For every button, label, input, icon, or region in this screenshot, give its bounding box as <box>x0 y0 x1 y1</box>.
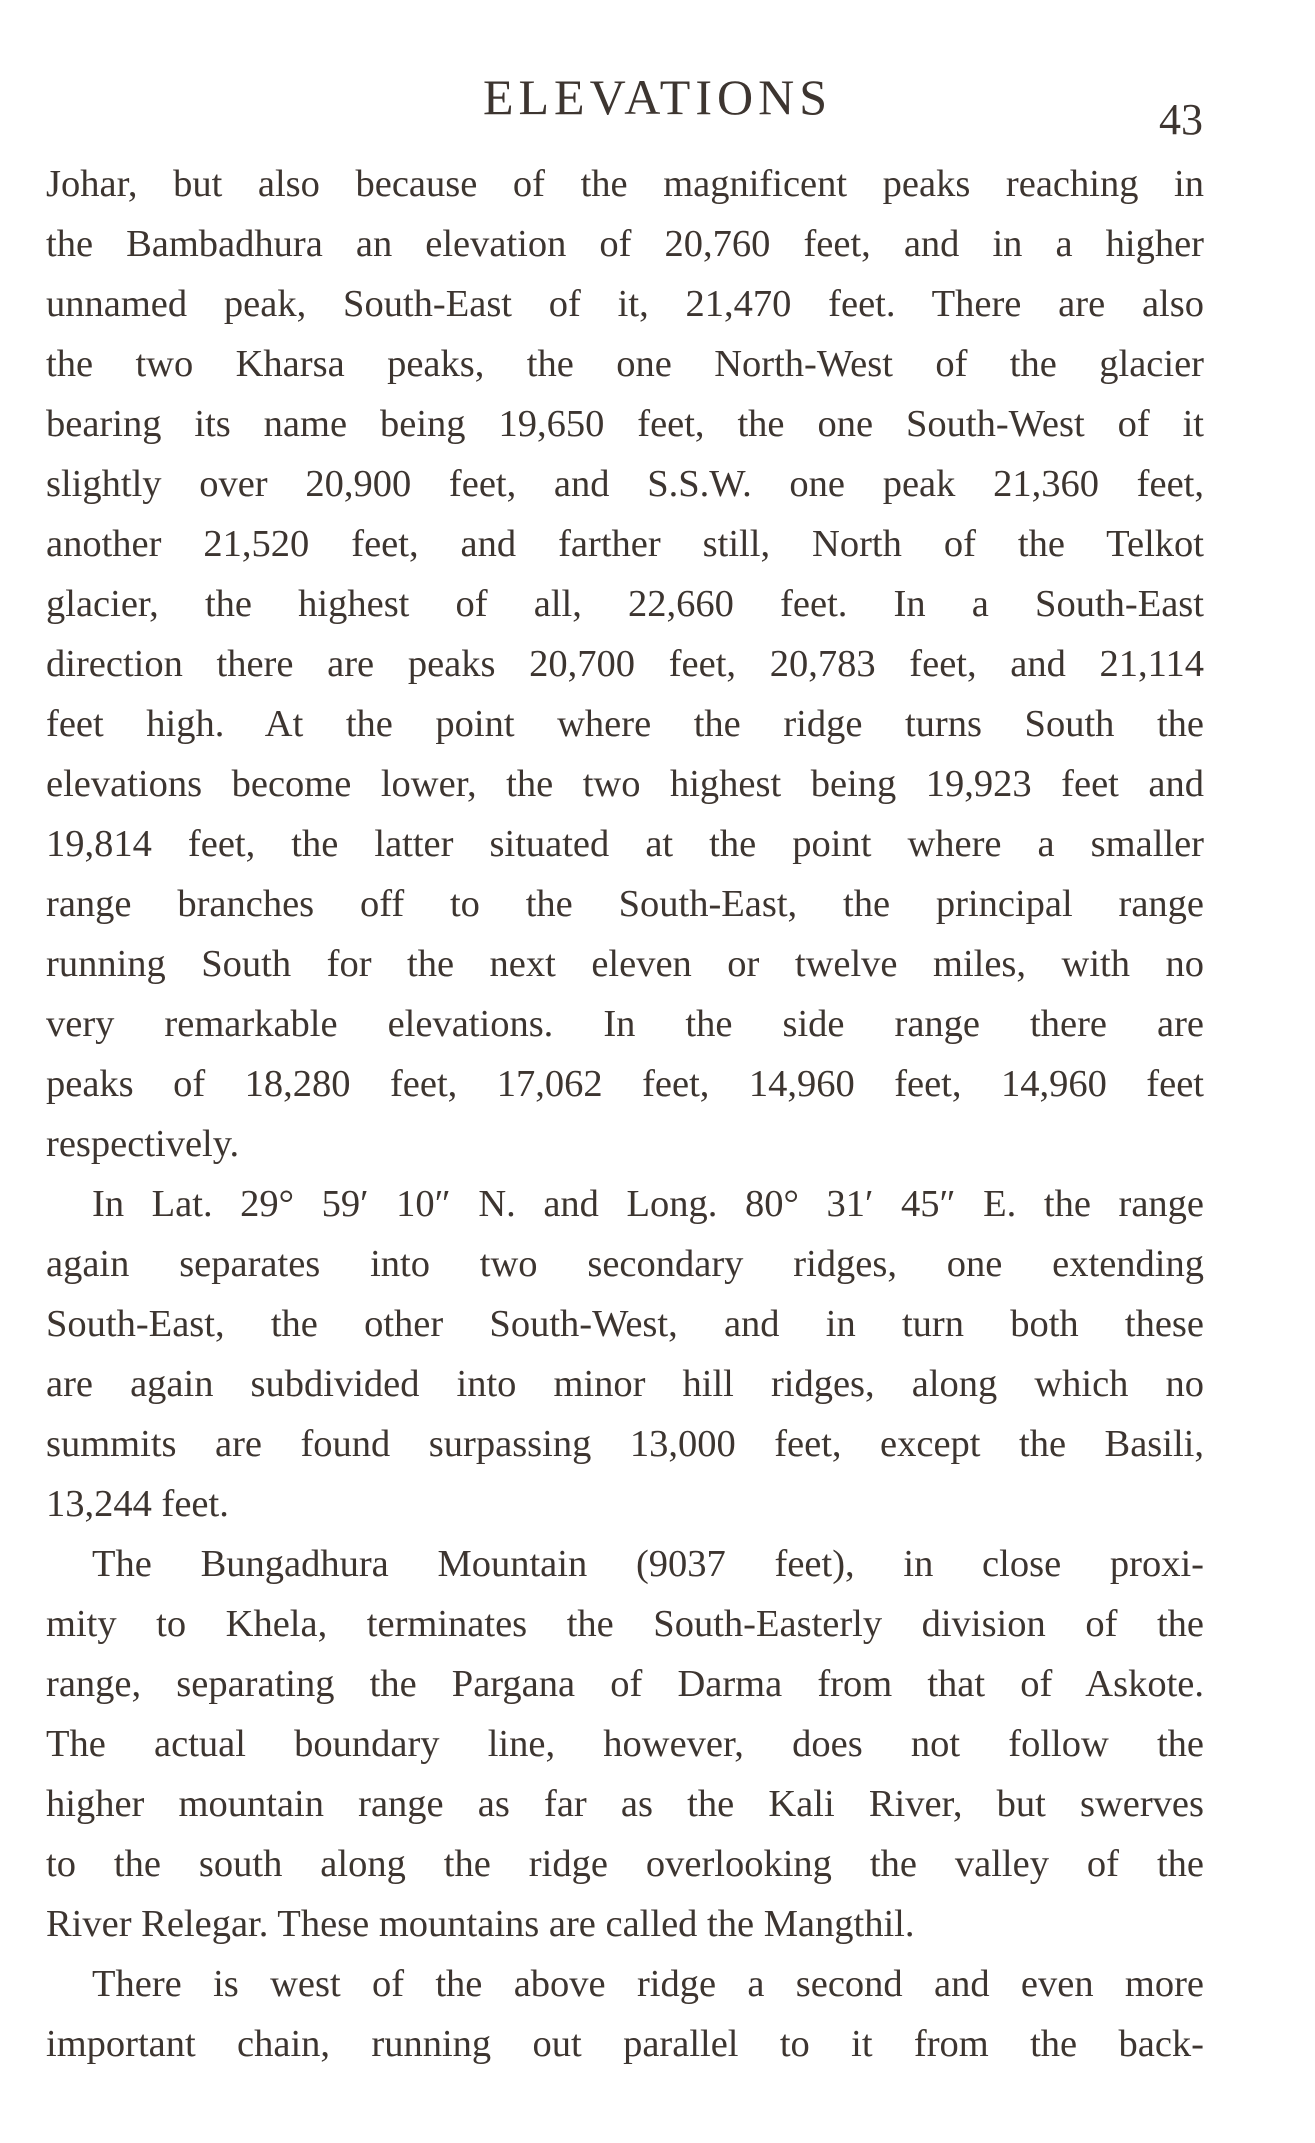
text-line: are again subdivided into minor hill ridges, along which no <box>46 1363 1204 1405</box>
text-line: another 21,520 feet, and farther still, North of the Telkot <box>46 523 1204 565</box>
text-line: important chain, running out parallel to it from the back- <box>46 2023 1204 2065</box>
body-text <box>46 154 1204 2074</box>
text-line: 13,244 feet. <box>46 1483 229 1525</box>
text-line: bearing its name being 19,650 feet, the one South-West of it <box>46 403 1204 445</box>
text-line: respectively. <box>46 1123 240 1165</box>
text-line: higher mountain range as far as the Kali River, but swerves <box>46 1783 1204 1825</box>
running-title: ELEVATIONS <box>482 69 833 125</box>
text-line: very remarkable elevations. In the side range there are <box>46 1003 1204 1045</box>
text-line: There is west of the above ridge a second and even more <box>92 1963 1204 2005</box>
text-line: to the south along the ridge overlooking the valley of the <box>46 1843 1204 1885</box>
text-line: glacier, the highest of all, 22,660 feet. In a South-East <box>46 583 1204 625</box>
text-line: The actual boundary line, however, does not follow the <box>46 1723 1204 1765</box>
text-line: peaks of 18,280 feet, 17,062 feet, 14,960 feet, 14,960 feet <box>46 1063 1204 1105</box>
paragraph <box>46 1534 1204 1954</box>
text-line: direction there are peaks 20,700 feet, 20,783 feet, and 21,114 <box>46 643 1204 685</box>
text-line: In Lat. 29° 59′ 10″ N. and Long. 80° 31′ 45″ E. the range <box>92 1183 1204 1225</box>
text-line: elevations become lower, the two highest being 19,923 feet and <box>46 763 1204 805</box>
text-line: Johar, but also because of the magnificent peaks reaching in <box>46 163 1204 205</box>
text-line: range branches off to the South-East, the principal range <box>46 883 1204 925</box>
text-line: the two Kharsa peaks, the one North-West of the glacier <box>46 343 1204 385</box>
text-line: again separates into two secondary ridges, one extending <box>46 1243 1204 1285</box>
paragraph <box>46 154 1204 1174</box>
text-line: 19,814 feet, the latter situated at the point where a smaller <box>46 823 1204 865</box>
text-line: The Bungadhura Mountain (9037 feet), in close proxi- <box>92 1543 1204 1585</box>
page-number: 43 <box>1159 95 1203 144</box>
paragraph <box>46 1174 1204 1534</box>
paragraph <box>46 1954 1204 2074</box>
text-line: summits are found surpassing 13,000 feet, except the Basili, <box>46 1423 1204 1465</box>
text-line: South-East, the other South-West, and in turn both these <box>46 1303 1204 1345</box>
text-line: River Relegar. These mountains are called the Mangthil. <box>46 1903 915 1945</box>
text-line: slightly over 20,900 feet, and S.S.W. one peak 21,360 feet, <box>46 463 1204 505</box>
text-line: range, separating the Pargana of Darma from that of Askote. <box>46 1663 1204 1705</box>
text-line: running South for the next eleven or twelve miles, with no <box>46 943 1204 985</box>
text-line: the Bambadhura an elevation of 20,760 feet, and in a higher <box>46 223 1204 265</box>
text-line: feet high. At the point where the ridge turns South the <box>46 703 1204 745</box>
text-line: unnamed peak, South-East of it, 21,470 feet. There are also <box>46 283 1204 325</box>
text-line: mity to Khela, terminates the South-Easterly division of the <box>46 1603 1204 1645</box>
